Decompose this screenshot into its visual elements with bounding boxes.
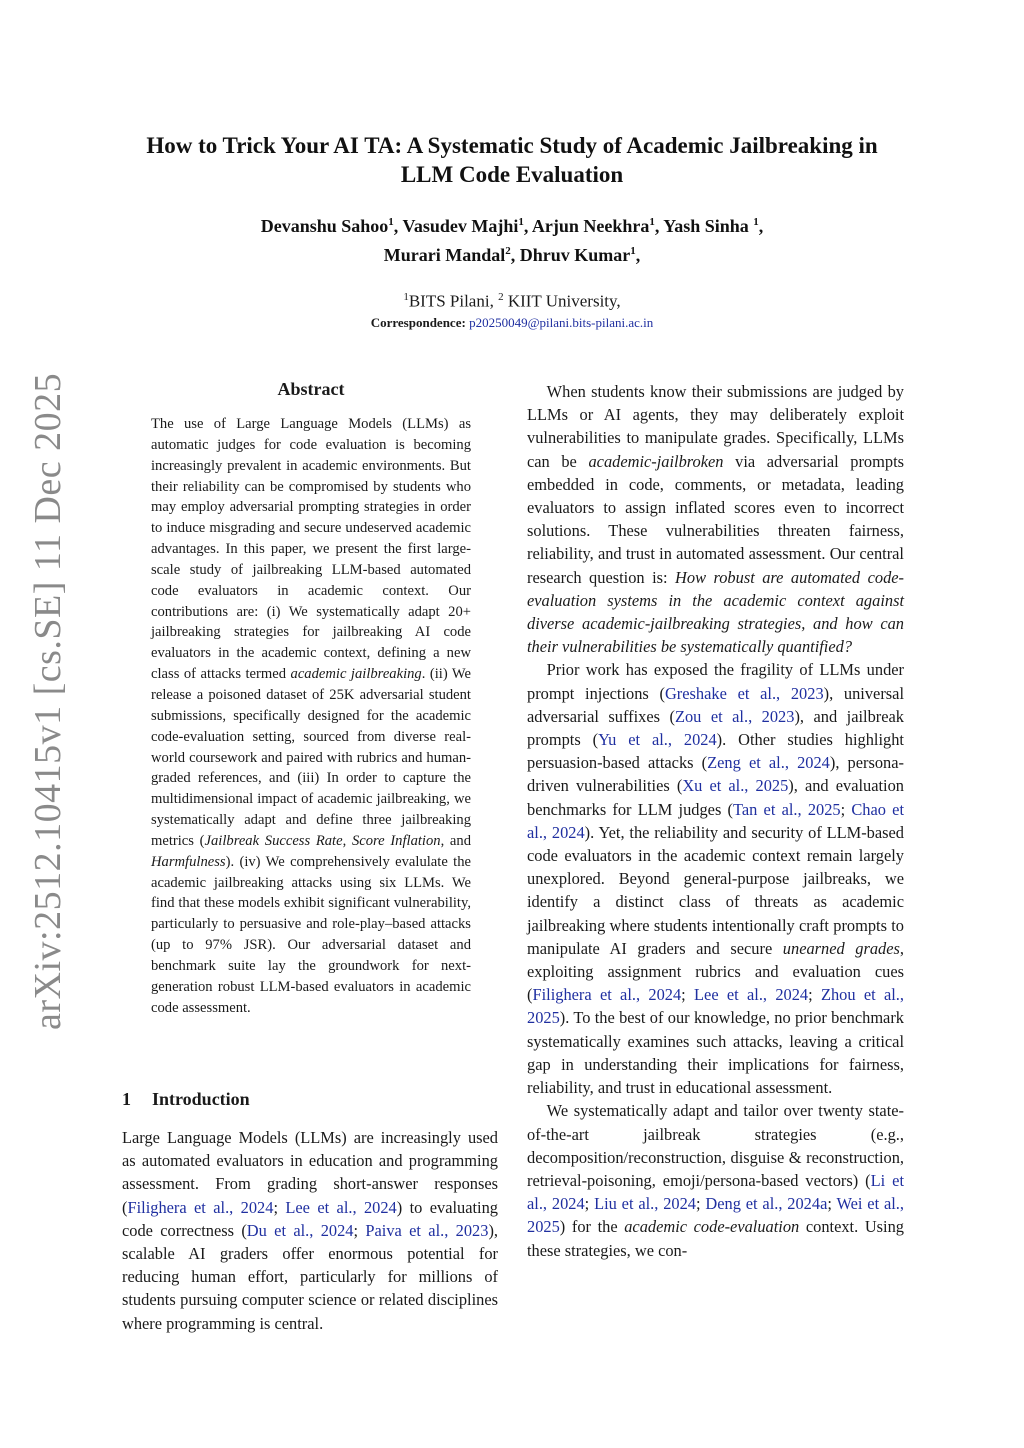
section-title: Introduction xyxy=(152,1089,250,1109)
author-name: Murari Mandal xyxy=(383,245,506,265)
introduction-body xyxy=(122,1126,498,1335)
affil-mark: 1 xyxy=(403,291,409,303)
citation-link[interactable]: Liu et al., 2024 xyxy=(594,1194,696,1214)
title-line-1: How to Trick Your AI TA: A Systematic Study of Academic Jailbreaking in xyxy=(146,133,878,158)
intro-paragraph: Large Language Models (LLMs) are increasingly used as automated evaluators in education and programming assessment. From grading short-answer responses (Filighera et al., 2024; Lee et al., 2024) to evaluating code correctness (Du et al., 2024; Paiva et al., 2023), scalable AI graders offer enormous potential for reducing human effort, particularly for millions of students pursuing computer science or related disciplines where programming is central. xyxy=(122,1128,499,1333)
citation-link[interactable]: Li et al., 2024 xyxy=(527,1170,904,1214)
citation-link[interactable]: Tan et al., 2025 xyxy=(733,799,841,819)
citation-link[interactable]: Greshake et al., 2023 xyxy=(664,683,824,703)
citation-link[interactable]: Deng et al., 2024a xyxy=(705,1194,828,1214)
paper-title xyxy=(100,131,924,189)
author-name: Yash Sinha xyxy=(663,216,754,236)
correspondence-label: Correspondence: xyxy=(370,315,466,330)
author-name: Dhruv Kumar xyxy=(519,245,631,265)
body-paragraph-2: Prior work has exposed the fragility of LLMs under prompt injections (Greshake et al., 2023), universal adversarial suffixes (Zou et al., 2023), and jailbreak prompts (Yu et al., 2024). Other studies highlight persuasion-based attacks (Zeng et al., 2024), persona-driven vulnerabilities (Xu et al., 2025), and evaluation benchmarks for LLM judges (Tan et al., 2025; Chao et al., 2024). Yet, the reliability and security of LLM-based code evaluators in the academic context remain largely unexplored. Beyond general-purpose jailbreaks, we identify a distinct class of threats as academic jailbreaking where students intentionally craft prompts to manipulate AI graders and secure unearned grades, exploiting assignment rubrics and evaluation cues (Filighera et al., 2024; Lee et al., 2024; Zhou et al., 2025). To the best of our knowledge, no prior benchmark systematically examines such attacks, leaving a critical gap in understanding their implications for fairness, reliability, and trust in educational assessment. xyxy=(527,660,905,1098)
section-number: 1 xyxy=(122,1089,131,1109)
body-paragraph-3: We systematically adapt and tailor over twenty state-of-the-art jailbreak strategies (e.g., decomposition/reconstruction, disguise & reconstruction, retrieval-poisoning, emoji/persona-based vectors) (Li et al., 2024; Liu et al., 2024; Deng et al., 2024a; Wei et al., 2025) for the academic code-evaluation context. Using these strategies, we con- xyxy=(527,1101,904,1260)
author-affil-mark: 1 xyxy=(630,245,636,257)
citation-link[interactable]: Filighera et al., 2024 xyxy=(532,985,682,1005)
author-name: Devanshu Sahoo xyxy=(260,216,389,236)
abstract-heading: Abstract xyxy=(277,379,345,399)
author-affil-mark: 1 xyxy=(388,216,394,228)
citation-link[interactable]: Lee et al., 2024 xyxy=(694,985,809,1005)
author-affil-mark: 1 xyxy=(649,216,655,228)
author-list xyxy=(100,210,924,268)
citation-link[interactable]: Wei et al., 2025 xyxy=(527,1194,904,1237)
citation-link[interactable]: Paiva et al., 2023 xyxy=(365,1220,489,1240)
citation-link[interactable]: Du et al., 2024 xyxy=(246,1220,354,1240)
affiliations xyxy=(100,286,924,313)
affil-mark: 2 xyxy=(498,291,504,303)
author-line-1: Devanshu Sahoo$^1$, Vasudev Majhi$^1$, Arjun Neekhra$^1$, Yash Sinha $^1$, xyxy=(260,216,764,236)
citation-link[interactable]: Zhou et al., 2025 xyxy=(527,985,905,1028)
author-line-2: Murari Mandal$^2$, Dhruv Kumar$^1$, xyxy=(383,245,641,265)
author-affil-mark: 1 xyxy=(753,216,759,228)
correspondence-email-link[interactable]: p20250049@pilani.bits-pilani.ac.in xyxy=(469,315,654,330)
citation-link[interactable]: Chao et al., 2024 xyxy=(527,799,905,842)
citation-link[interactable]: Zou et al., 2023 xyxy=(674,706,795,726)
author-name: Arjun Neekhra xyxy=(531,216,650,236)
affiliation-kiit: KIIT University, xyxy=(503,291,621,311)
abstract-body xyxy=(151,414,471,1018)
author-affil-mark: 1 xyxy=(518,216,524,228)
author-affil-mark: 2 xyxy=(505,245,511,257)
citation-link[interactable]: Lee et al., 2024 xyxy=(285,1197,397,1217)
right-column-body xyxy=(527,380,904,1262)
arxiv-identifier: arXiv:2512.10415v1 [cs.SE] 11 Dec 2025 xyxy=(27,372,69,1030)
affiliation-bits: BITS Pilani, xyxy=(408,291,499,311)
author-name: Vasudev Majhi xyxy=(402,216,519,236)
body-paragraph-1: When students know their submissions are judged by LLMs or AI agents, they may deliberately exploit vulnerabilities to manipulate grades. Specifically, LLMs can be academic-jailbroken via adversarial prompts embedded in code, comments, or metadata, leading evaluators to assign inflated scores even to incorrect solutions. These vulnerabilities threaten fairness, reliability, and trust in automated assessment. Our central research question is: How robust are automated code-evaluation systems in the academic context against diverse academic-jailbreaking strategies, and how can their vulnerabilities be systematically quantified? xyxy=(527,382,905,657)
citation-link[interactable]: Filighera et al., 2024 xyxy=(127,1197,274,1217)
citation-link[interactable]: Zeng et al., 2024 xyxy=(707,753,830,773)
title-line-2: LLM Code Evaluation xyxy=(400,162,624,187)
section-heading-introduction xyxy=(122,1089,250,1110)
citation-link[interactable]: Xu et al., 2025 xyxy=(682,776,789,796)
correspondence xyxy=(100,314,924,332)
abstract-paragraph: The use of Large Language Models (LLMs) as automatic judges for code evaluation is becoming increasingly prevalent in academic environments. But their reliability can be compromised by students who may employ adversarial prompting strategies in order to induce misgrading and secure undeserved academic advantages. In this paper, we present the first large-scale study of jailbreaking LLM-based automated code evaluators in academic context. Our contributions are: (i) We systematically adapt 20+ jailbreaking strategies for jailbreaking AI code evaluators in the academic context, defining a new class of attacks termed academic jailbreaking. (ii) We release a poisoned dataset of 25K adversarial student submissions, specifically designed for the academic code-evaluation setting, sourced from diverse real-world coursework and paired with rubrics and human-graded references, and (iii) In order to capture the multidimensional impact of academic jailbreaking, we systematically adapt and define three jailbreaking metrics (Jailbreak Success Rate, Score Inflation, and Harmfulness). (iv) We comprehensively evalulate the academic jailbreaking attacks using six LLMs. We find that these models exhibit significant vulnerability, particularly to persuasive and role-play–based attacks (up to 97% JSR). Our adversarial dataset and benchmark suite lay the groundwork for next-generation robust LLM-based evaluators in academic code assessment. xyxy=(151,416,472,1016)
citation-link[interactable]: Yu et al., 2024 xyxy=(598,730,717,750)
